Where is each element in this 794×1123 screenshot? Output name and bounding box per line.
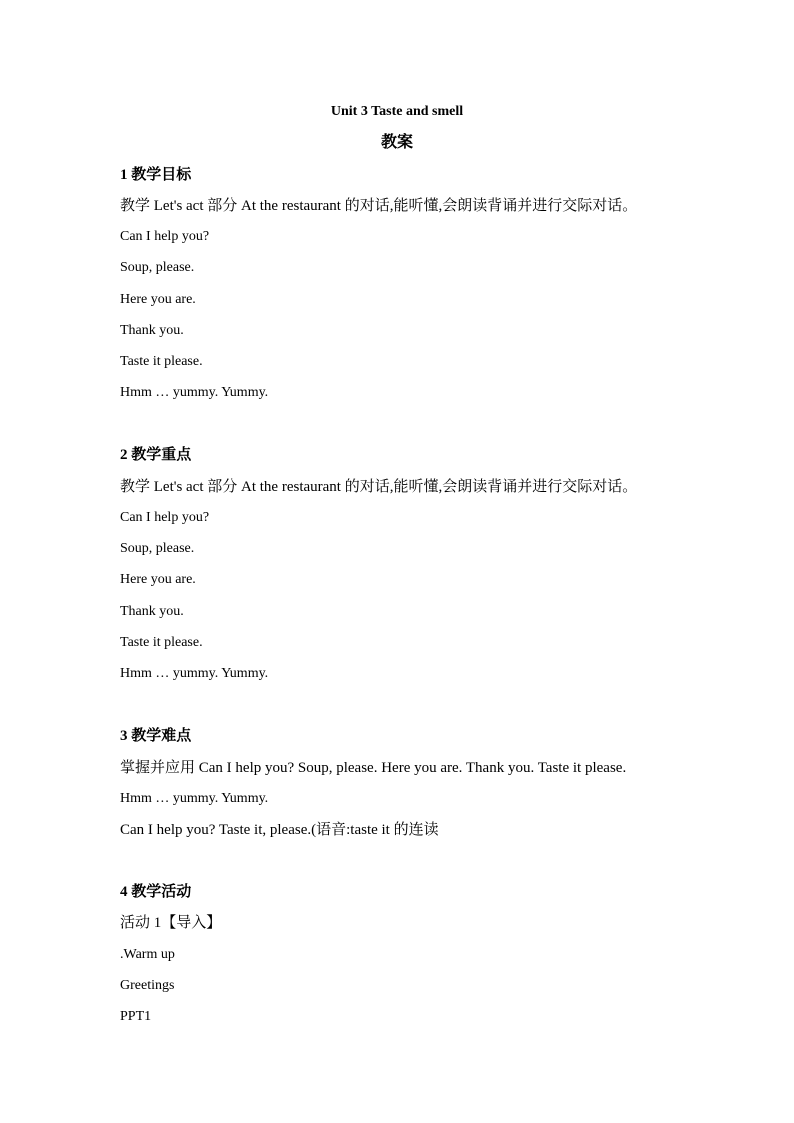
objectives-line: Can I help you?	[120, 229, 210, 244]
key-points-line: Here you are.	[120, 572, 196, 587]
document-title: Unit 3 Taste and smell	[330, 104, 464, 119]
objectives-line: Soup, please.	[120, 260, 195, 275]
key-points-line: Thank you.	[120, 604, 184, 619]
objectives-line: Here you are.	[120, 292, 196, 307]
key-points-line: 教学 Let's act 部分 At the restaurant 的对话,能听懂,会朗读背诵并进行交际对话。	[120, 479, 638, 495]
objectives-line: Hmm … yummy. Yummy.	[120, 385, 269, 400]
difficulties-line: Hmm … yummy. Yummy.	[120, 791, 269, 806]
activity-line: PPT1	[120, 1009, 152, 1024]
activity-line: .Warm up	[120, 947, 175, 962]
key-points-line: Soup, please.	[120, 541, 195, 556]
activity-line: Greetings	[120, 978, 175, 993]
key-points-line: Taste it please.	[120, 635, 203, 650]
section-heading-difficulties: 3 教学难点	[120, 728, 192, 744]
difficulties-line: Can I help you? Taste it, please.(语音:taste it 的连读	[120, 822, 439, 838]
section-heading-activities: 4 教学活动	[120, 884, 192, 900]
objectives-line: Taste it please.	[120, 354, 203, 369]
section-heading-objectives: 1 教学目标	[120, 167, 192, 183]
key-points-line: Hmm … yummy. Yummy.	[120, 666, 269, 681]
document-subtitle: 教案	[380, 134, 413, 151]
difficulties-line: 掌握并应用 Can I help you? Soup, please. Here you are. Thank you. Taste it please.	[120, 760, 627, 776]
section-heading-key-points: 2 教学重点	[120, 447, 192, 463]
objectives-line: 教学 Let's act 部分 At the restaurant 的对话,能听懂,会朗读背诵并进行交际对话。	[120, 198, 638, 214]
key-points-line: Can I help you?	[120, 510, 210, 525]
objectives-line: Thank you.	[120, 323, 184, 338]
activity-label: 活动 1【导入】	[120, 915, 222, 931]
